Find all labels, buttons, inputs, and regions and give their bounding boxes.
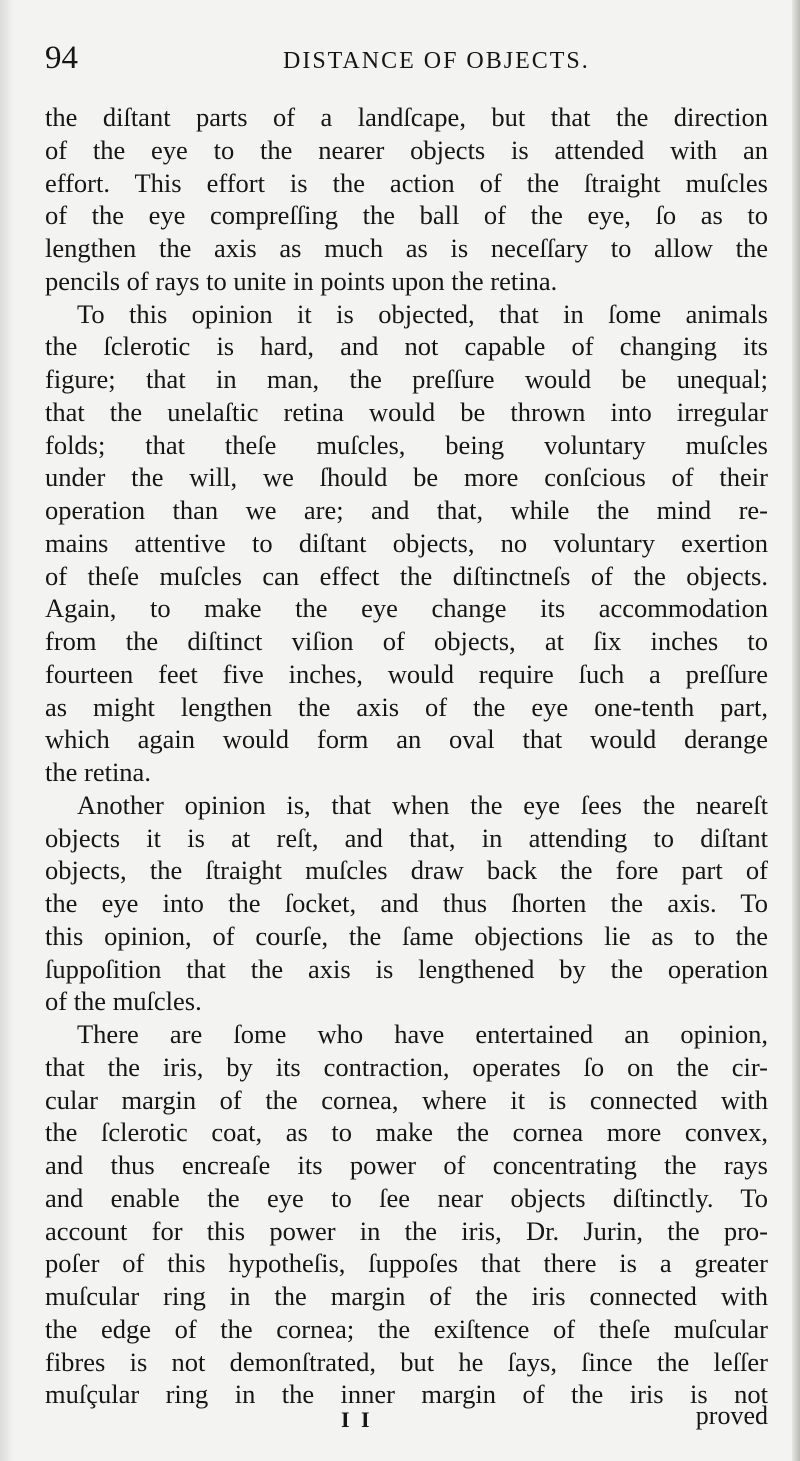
page-gutter-shadow	[0, 0, 14, 1461]
body-text	[45, 101, 768, 1411]
text-line: cular margin of the cornea, where it is connected with	[45, 1084, 768, 1115]
text-line: poſer of this hypotheſis, ſuppoſes that there is a greater	[45, 1248, 768, 1279]
text-line: the edge of the cornea; the exiſtence of theſe muſcular	[45, 1313, 768, 1344]
text-line: this opinion, of courſe, the ſame objections lie as to the	[45, 920, 768, 951]
text-line: To this opinion it is objected, that in ſome animals	[77, 298, 768, 329]
text-line: the diſtant parts of a landſcape, but that the direction	[45, 102, 768, 132]
running-head: DISTANCE OF OBJECTS.	[283, 48, 590, 74]
text-line: the ſclerotic coat, as to make the cornea more convex,	[45, 1117, 768, 1148]
text-line: folds; that theſe muſcles, being voluntary muſcles	[45, 429, 768, 460]
text-line: Another opinion is, that when the eye ſees the neareſt	[77, 789, 768, 820]
signature-mark: I I	[341, 1407, 373, 1432]
catchword: proved	[695, 1401, 768, 1430]
page-edge-shadow	[792, 0, 800, 1461]
text-line: fourteen feet five inches, would require ſuch a preſſure	[45, 658, 768, 689]
text-line: that the unelaſtic retina would be thrown into irregular	[45, 396, 768, 427]
text-line: which again would form an oval that would derange	[45, 724, 768, 755]
text-line: of theſe muſcles can effect the diſtinctneſs of the objects.	[45, 560, 768, 591]
text-line: There are ſome who have entertained an opinion,	[77, 1019, 768, 1049]
text-line: Again, to make the eye change its accommodation	[45, 593, 768, 624]
text-line: as might lengthen the axis of the eye one-tenth part,	[45, 691, 768, 722]
text-line: figure; that in man, the preſſure would be unequal;	[45, 364, 768, 394]
page-number: 94	[45, 40, 78, 76]
text-line: pencils of rays to unite in points upon the retina.	[45, 265, 558, 296]
text-line: the retina.	[45, 757, 151, 787]
text-line: objects, the ſtraight muſcles draw back the fore part of	[45, 855, 768, 886]
text-line: of the eye compreſſing the ball of the eye, ſo as to	[45, 200, 768, 231]
text-line: muſçular ring in the inner margin of the iris is not	[45, 1379, 768, 1410]
text-line: mains attentive to diſtant objects, no voluntary exertion	[45, 527, 768, 558]
text-line: from the diſtinct viſion of objects, at ſix inches to	[45, 626, 768, 656]
text-line: ſuppoſition that the axis is lengthened by the operation	[45, 953, 768, 984]
text-line: and thus encreaſe its power of concentrating the rays	[45, 1150, 768, 1180]
text-line: objects it is at reſt, and that, in attending to diſtant	[45, 822, 768, 853]
text-line: lengthen the axis as much as is neceſſary to allow the	[45, 233, 768, 263]
text-line: the ſclerotic is hard, and not capable of changing its	[45, 331, 768, 362]
page-header	[45, 36, 770, 86]
text-line: the eye into the ſocket, and thus ſhorten the axis. To	[45, 888, 768, 918]
text-line: fibres is not demonſtrated, but he ſays, ſince the leſſer	[45, 1346, 768, 1377]
text-line: of the eye to the nearer objects is attended with an	[45, 134, 768, 165]
text-line: under the will, we ſhould be more conſcious of their	[45, 462, 768, 493]
text-line: account for this power in the iris, Dr. Jurin, the pro-	[45, 1215, 768, 1246]
page-footer	[45, 1400, 768, 1440]
text-line: effort. This effort is the action of the ſtraight muſcles	[45, 167, 768, 198]
text-line: of the muſcles.	[45, 986, 202, 1017]
text-line: and enable the eye to ſee near objects diſtinctly. To	[45, 1182, 768, 1213]
text-line: muſcular ring in the margin of the iris connected with	[45, 1281, 768, 1311]
text-line: operation than we are; and that, while the mind re-	[45, 495, 768, 525]
text-line: that the iris, by its contraction, operates ſo on the cir-	[45, 1051, 768, 1082]
